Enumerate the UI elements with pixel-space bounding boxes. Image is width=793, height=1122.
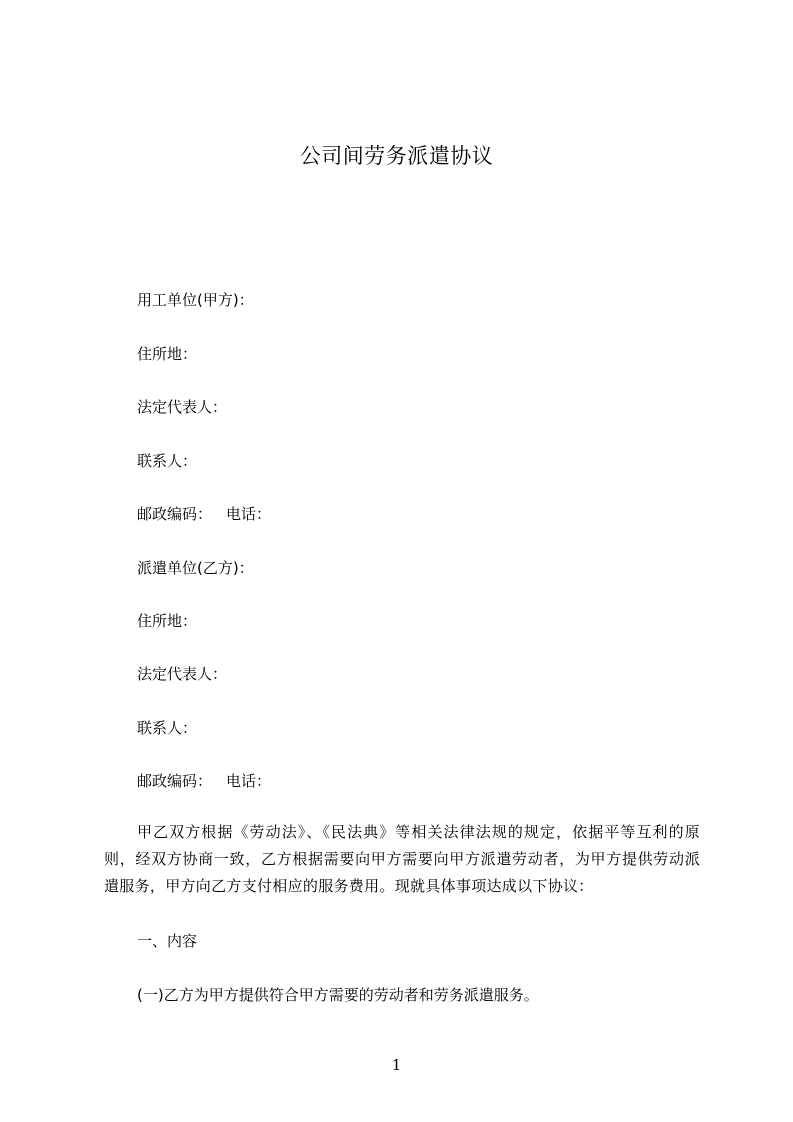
- party-a-address-label: 住所地：: [137, 345, 198, 363]
- party-a-contact-label: 联系人：: [137, 452, 198, 470]
- preamble-paragraph: 甲乙双方根据《劳动法》、《民法典》等相关法律法规的规定，依据平等互利的原则，经双方协商一致，乙方根据需要向甲方需要向甲方派遣劳动者，为甲方提供劳动派遣服务，甲方向乙方支付相应的服务费用。现就具体事项达成以下协议：: [104, 823, 700, 895]
- party-a-legal-rep-label: 法定代表人：: [137, 398, 228, 416]
- clause-1-1: (一)乙方为甲方提供符合甲方需要的劳动者和劳务派遣服务。: [137, 986, 539, 1004]
- party-b-address-label: 住所地：: [137, 612, 198, 630]
- party-a-postcode-label: 邮政编码：: [137, 505, 213, 523]
- party-b-phone-label: 电话：: [226, 772, 272, 790]
- party-a-unit-label: 用工单位(甲方)：: [137, 291, 254, 309]
- page-number: 1: [391, 1056, 402, 1074]
- party-a-postcode-phone-line: [137, 503, 271, 525]
- party-b-postcode-phone-line: [137, 770, 271, 792]
- section-1-heading: 一、内容: [137, 932, 198, 950]
- party-b-legal-rep-label: 法定代表人：: [137, 665, 228, 683]
- party-b-unit-label: 派遣单位(乙方)：: [137, 559, 254, 577]
- party-b-postcode-label: 邮政编码：: [137, 772, 213, 790]
- party-b-contact-label: 联系人：: [137, 719, 198, 737]
- party-a-phone-label: 电话：: [226, 505, 272, 523]
- document-title: 公司间劳务派遣协议: [299, 144, 494, 168]
